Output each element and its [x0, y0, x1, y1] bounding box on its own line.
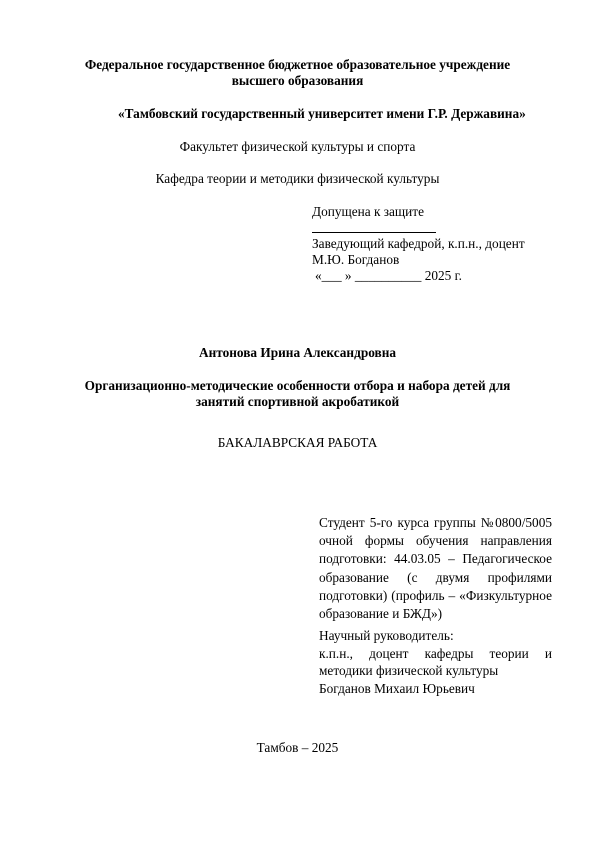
- thesis-title-line-2: занятий спортивной акробатикой: [195, 394, 400, 409]
- work-type: БАКАЛАВРСКАЯ РАБОТА: [217, 435, 378, 450]
- supervisor-block: [319, 627, 552, 697]
- supervisor-name: Богданов Михаил Юрьевич: [319, 680, 475, 696]
- department-name: Кафедра теории и методики физической культуры: [155, 171, 440, 186]
- city-year: Тамбов – 2025: [256, 740, 339, 755]
- institution-line-2: высшего образования: [231, 73, 364, 88]
- approval-date-line: «___ » __________ 2025 г.: [315, 268, 462, 283]
- approval-name: М.Ю. Богданов: [312, 252, 400, 267]
- supervisor-label: Научный руководитель:: [319, 628, 454, 643]
- faculty-name: Факультет физической культуры и спорта: [179, 139, 416, 154]
- university-name: «Тамбовский государственный университет имени Г.Р. Державина»: [118, 106, 526, 121]
- approval-position: Заведующий кафедрой, к.п.н., доцент: [312, 236, 525, 251]
- supervisor-details: к.п.н., доцент кафедры теории и методики физической культуры: [319, 645, 552, 678]
- institution-line-1: Федеральное государственное бюджетное образовательное учреждение: [84, 57, 511, 72]
- student-info: Студент 5-го курса группы №0800/5005 очной формы обучения направления подготовки: 44.03.05 – Педагогическое образование (с двумя профилями подготовки) (профиль – «Физкультурное образование и БЖД»): [319, 515, 552, 622]
- approval-label: Допущена к защите: [312, 204, 424, 219]
- signature-line: [312, 221, 436, 233]
- author-name: Антонова Ирина Александровна: [198, 345, 397, 360]
- thesis-title-line-1: Организационно-методические особенности отбора и набора детей для: [84, 378, 511, 393]
